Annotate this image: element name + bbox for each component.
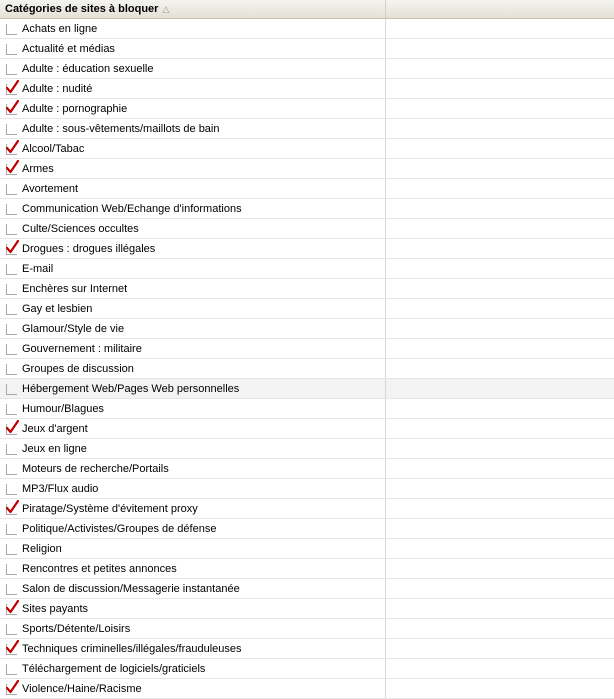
empty-cell — [386, 459, 614, 478]
category-checkbox[interactable] — [6, 424, 17, 435]
table-header — [0, 0, 614, 19]
table-row[interactable] — [0, 59, 614, 79]
empty-cell — [386, 599, 614, 618]
category-checkbox[interactable] — [6, 464, 17, 475]
checkbox-box — [6, 64, 17, 75]
table-row[interactable] — [0, 339, 614, 359]
table-row[interactable] — [0, 159, 614, 179]
checkbox-box — [6, 304, 17, 315]
category-label: Drogues : drogues illégales — [22, 242, 156, 255]
category-label: Actualité et médias — [22, 42, 115, 55]
empty-cell — [386, 259, 614, 278]
empty-cell — [386, 199, 614, 218]
category-checkbox[interactable] — [6, 164, 17, 175]
category-checkbox[interactable] — [6, 624, 17, 635]
checkmark-icon — [6, 80, 19, 94]
table-row[interactable] — [0, 79, 614, 99]
category-label: Achats en ligne — [22, 22, 98, 35]
category-label: Sports/Détente/Loisirs — [22, 622, 131, 635]
category-label: Adulte : sous-vêtements/maillots de bain — [22, 122, 220, 135]
column-header-categories[interactable] — [0, 0, 386, 18]
empty-cell — [386, 399, 614, 418]
category-label: Sites payants — [22, 602, 89, 615]
checkbox-box — [6, 344, 17, 355]
empty-cell — [386, 99, 614, 118]
category-checkbox[interactable] — [6, 304, 17, 315]
checkbox-box — [6, 484, 17, 495]
empty-cell — [386, 579, 614, 598]
category-cell — [0, 379, 386, 398]
empty-cell — [386, 279, 614, 298]
category-cell — [0, 119, 386, 138]
category-cell — [0, 479, 386, 498]
category-cell — [0, 659, 386, 678]
table-row[interactable] — [0, 559, 614, 579]
empty-cell — [386, 239, 614, 258]
checkbox-box — [6, 444, 17, 455]
category-label: Adulte : nudité — [22, 82, 93, 95]
category-cell — [0, 279, 386, 298]
checkbox-box — [6, 204, 17, 215]
empty-cell — [386, 419, 614, 438]
category-checkbox[interactable] — [6, 544, 17, 555]
checkbox-box — [6, 364, 17, 375]
category-label: Téléchargement de logiciels/graticiels — [22, 662, 206, 675]
category-checkbox[interactable] — [6, 24, 17, 35]
category-checkbox[interactable] — [6, 364, 17, 375]
category-cell — [0, 239, 386, 258]
checkmark-icon — [6, 240, 19, 254]
category-label: Alcool/Tabac — [22, 142, 85, 155]
empty-cell — [386, 619, 614, 638]
category-cell — [0, 499, 386, 518]
category-cell — [0, 539, 386, 558]
table-row[interactable] — [0, 379, 614, 399]
table-row[interactable] — [0, 199, 614, 219]
category-checkbox[interactable] — [6, 284, 17, 295]
column-header-empty — [386, 0, 614, 18]
category-label: Religion — [22, 542, 62, 555]
table-row[interactable] — [0, 359, 614, 379]
category-checkbox[interactable] — [6, 124, 17, 135]
category-cell — [0, 179, 386, 198]
table-row[interactable] — [0, 679, 614, 699]
category-checkbox[interactable] — [6, 524, 17, 535]
category-cell — [0, 59, 386, 78]
checkmark-icon — [6, 160, 19, 174]
category-checkbox[interactable] — [6, 584, 17, 595]
category-label: Adulte : pornographie — [22, 102, 128, 115]
category-label: Techniques criminelles/illégales/frauduleuses — [22, 642, 242, 655]
category-cell — [0, 559, 386, 578]
category-label: E-mail — [22, 262, 54, 275]
category-cell — [0, 19, 386, 38]
checkmark-icon — [6, 500, 19, 514]
category-cell — [0, 359, 386, 378]
empty-cell — [386, 499, 614, 518]
category-label: Salon de discussion/Messagerie instantanée — [22, 582, 240, 595]
table-row[interactable] — [0, 259, 614, 279]
checkmark-icon — [6, 140, 19, 154]
category-label: Enchères sur Internet — [22, 282, 128, 295]
category-label: Avortement — [22, 182, 79, 195]
empty-cell — [386, 179, 614, 198]
checkbox-box — [6, 24, 17, 35]
table-row[interactable] — [0, 419, 614, 439]
table-row[interactable] — [0, 479, 614, 499]
table-row[interactable] — [0, 519, 614, 539]
table-row[interactable] — [0, 439, 614, 459]
category-cell — [0, 459, 386, 478]
empty-cell — [386, 379, 614, 398]
category-cell — [0, 439, 386, 458]
category-checkbox[interactable] — [6, 184, 17, 195]
column-header-label: Catégories de sites à bloquer — [5, 3, 159, 15]
empty-cell — [386, 319, 614, 338]
category-checkbox[interactable] — [6, 44, 17, 55]
category-checkbox[interactable] — [6, 404, 17, 415]
category-label: Politique/Activistes/Groupes de défense — [22, 522, 217, 535]
checkbox-box — [6, 584, 17, 595]
category-label: Gouvernement : militaire — [22, 342, 142, 355]
category-checkbox[interactable] — [6, 324, 17, 335]
category-label: Hébergement Web/Pages Web personnelles — [22, 382, 240, 395]
category-checkbox[interactable] — [6, 484, 17, 495]
empty-cell — [386, 19, 614, 38]
category-label: Communication Web/Echange d'informations — [22, 202, 242, 215]
empty-cell — [386, 339, 614, 358]
category-list — [0, 19, 614, 699]
category-cell — [0, 319, 386, 338]
sort-ascending-icon: △ — [162, 3, 170, 14]
category-checkbox[interactable] — [6, 244, 17, 255]
category-checkbox[interactable] — [6, 204, 17, 215]
category-label: Armes — [22, 162, 54, 175]
category-cell — [0, 679, 386, 698]
category-label: Rencontres et petites annonces — [22, 562, 177, 575]
checkbox-box — [6, 284, 17, 295]
empty-cell — [386, 119, 614, 138]
empty-cell — [386, 539, 614, 558]
category-checkbox[interactable] — [6, 64, 17, 75]
empty-cell — [386, 139, 614, 158]
category-checkbox[interactable] — [6, 84, 17, 95]
category-checkbox[interactable] — [6, 104, 17, 115]
category-checkbox[interactable] — [6, 344, 17, 355]
table-row[interactable] — [0, 459, 614, 479]
checkbox-box — [6, 664, 17, 675]
category-checkbox[interactable] — [6, 224, 17, 235]
table-row[interactable] — [0, 499, 614, 519]
category-cell — [0, 619, 386, 638]
category-label: Jeux d'argent — [22, 422, 88, 435]
category-cell — [0, 99, 386, 118]
checkbox-box — [6, 324, 17, 335]
category-checkbox[interactable] — [6, 264, 17, 275]
category-label: Groupes de discussion — [22, 362, 134, 375]
table-row[interactable] — [0, 119, 614, 139]
checkbox-box — [6, 384, 17, 395]
table-row[interactable] — [0, 619, 614, 639]
checkbox-box — [6, 264, 17, 275]
checkbox-box — [6, 224, 17, 235]
empty-cell — [386, 79, 614, 98]
category-checkbox[interactable] — [6, 384, 17, 395]
checkmark-icon — [6, 640, 19, 654]
category-label: Piratage/Système d'évitement proxy — [22, 502, 198, 515]
checkbox-box — [6, 124, 17, 135]
category-cell — [0, 519, 386, 538]
checkmark-icon — [6, 680, 19, 694]
empty-cell — [386, 479, 614, 498]
checkmark-icon — [6, 100, 19, 114]
table-row[interactable] — [0, 299, 614, 319]
table-row[interactable] — [0, 399, 614, 419]
table-row[interactable] — [0, 579, 614, 599]
category-checkbox[interactable] — [6, 504, 17, 515]
empty-cell — [386, 519, 614, 538]
checkbox-box — [6, 524, 17, 535]
category-checkbox[interactable] — [6, 644, 17, 655]
category-cell — [0, 399, 386, 418]
category-checkbox[interactable] — [6, 144, 17, 155]
checkbox-box — [6, 404, 17, 415]
table-row[interactable] — [0, 319, 614, 339]
empty-cell — [386, 679, 614, 698]
category-label: Glamour/Style de vie — [22, 322, 125, 335]
category-cell — [0, 419, 386, 438]
category-label: Violence/Haine/Racisme — [22, 682, 142, 695]
empty-cell — [386, 659, 614, 678]
category-cell — [0, 599, 386, 618]
table-row[interactable] — [0, 279, 614, 299]
checkbox-box — [6, 44, 17, 55]
empty-cell — [386, 639, 614, 658]
category-cell — [0, 79, 386, 98]
empty-cell — [386, 59, 614, 78]
category-checkbox[interactable] — [6, 684, 17, 695]
checkbox-box — [6, 564, 17, 575]
category-label: Moteurs de recherche/Portails — [22, 462, 169, 475]
checkbox-box — [6, 624, 17, 635]
category-label: Gay et lesbien — [22, 302, 93, 315]
checkmark-icon — [6, 600, 19, 614]
category-checkbox[interactable] — [6, 664, 17, 675]
checkbox-box — [6, 544, 17, 555]
empty-cell — [386, 299, 614, 318]
category-cell — [0, 159, 386, 178]
empty-cell — [386, 359, 614, 378]
table-row[interactable] — [0, 219, 614, 239]
table-row[interactable] — [0, 539, 614, 559]
category-cell — [0, 579, 386, 598]
empty-cell — [386, 559, 614, 578]
category-cell — [0, 639, 386, 658]
table-row[interactable] — [0, 139, 614, 159]
table-row[interactable] — [0, 99, 614, 119]
category-label: Adulte : éducation sexuelle — [22, 62, 154, 75]
category-label: MP3/Flux audio — [22, 482, 99, 495]
category-checkbox[interactable] — [6, 564, 17, 575]
category-cell — [0, 39, 386, 58]
category-cell — [0, 299, 386, 318]
category-checkbox[interactable] — [6, 444, 17, 455]
table-row[interactable] — [0, 39, 614, 59]
table-row[interactable] — [0, 179, 614, 199]
checkbox-box — [6, 184, 17, 195]
checkmark-icon — [6, 420, 19, 434]
checkbox-box — [6, 464, 17, 475]
table-row[interactable] — [0, 19, 614, 39]
table-row[interactable] — [0, 659, 614, 679]
empty-cell — [386, 159, 614, 178]
category-label: Jeux en ligne — [22, 442, 87, 455]
table-row[interactable] — [0, 239, 614, 259]
category-label: Humour/Blagues — [22, 402, 104, 415]
category-cell — [0, 219, 386, 238]
category-label: Culte/Sciences occultes — [22, 222, 139, 235]
empty-cell — [386, 219, 614, 238]
category-cell — [0, 259, 386, 278]
empty-cell — [386, 439, 614, 458]
table-row[interactable] — [0, 639, 614, 659]
category-cell — [0, 339, 386, 358]
category-cell — [0, 199, 386, 218]
category-checkbox[interactable] — [6, 604, 17, 615]
table-row[interactable] — [0, 599, 614, 619]
empty-cell — [386, 39, 614, 58]
category-cell — [0, 139, 386, 158]
